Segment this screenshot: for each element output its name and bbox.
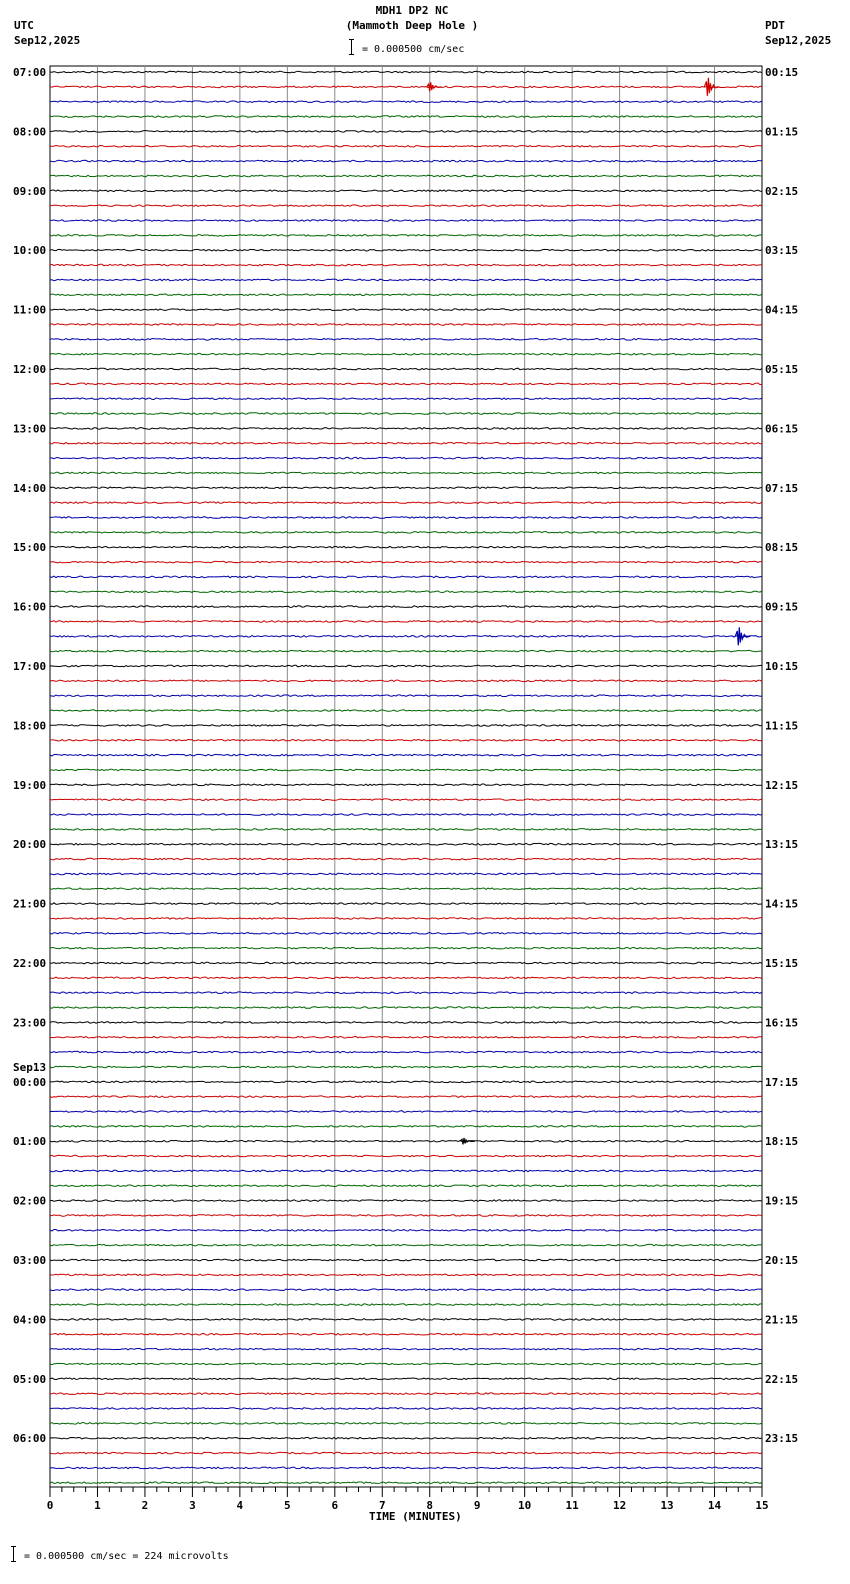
seismic-trace [50, 695, 762, 697]
seismic-trace [50, 1140, 762, 1142]
seismic-trace [50, 621, 762, 623]
right-hour-label: 01:15 [765, 125, 799, 139]
trace-group [50, 71, 762, 1483]
seismic-trace [50, 576, 762, 578]
seismic-trace [50, 665, 762, 667]
seismic-trace [50, 235, 762, 237]
seismic-trace [50, 472, 762, 474]
left-hour-label: 19:00 [13, 778, 47, 792]
seismic-trace [50, 1111, 762, 1113]
seismic-trace [50, 962, 762, 964]
seismic-trace [50, 220, 762, 222]
seismic-trace [50, 160, 762, 162]
seismic-trace [50, 814, 762, 816]
seismic-trace [50, 606, 762, 608]
seismic-trace [50, 264, 762, 266]
seismic-trace [50, 116, 762, 118]
x-tick-label: 5 [284, 1499, 291, 1512]
seismic-trace [50, 1007, 762, 1009]
right-hour-label: 15:15 [765, 957, 799, 970]
x-tick-label: 0 [46, 1499, 54, 1512]
seismic-trace [50, 591, 762, 593]
seismic-trace [50, 1081, 762, 1083]
footer-scale-note: = 0.000500 cm/sec = 224 microvolts [24, 1551, 229, 1562]
station-title: MDH1 DP2 NC [375, 4, 449, 17]
seismic-trace [50, 1319, 762, 1321]
seismic-trace [50, 1037, 762, 1039]
seismic-trace [50, 636, 762, 638]
left-hour-label: 10:00 [13, 244, 47, 258]
left-date-label: Sep13 [13, 1060, 47, 1074]
event-burst [704, 78, 719, 96]
seismic-trace [50, 1482, 762, 1484]
seismic-trace [50, 650, 762, 652]
seismic-trace [50, 1289, 762, 1291]
x-tick-label: 3 [189, 1499, 196, 1512]
x-tick-label: 6 [331, 1499, 339, 1512]
seismic-trace [50, 1363, 762, 1365]
seismic-trace [50, 1437, 762, 1439]
seismic-trace [50, 561, 762, 563]
seismic-trace [50, 413, 762, 415]
left-hour-label: 00:00 [13, 1075, 47, 1089]
left-hour-label: 06:00 [13, 1432, 47, 1446]
left-hour-label: 17:00 [13, 660, 47, 673]
left-hour-label: 11:00 [13, 303, 47, 317]
seismic-trace [50, 1393, 762, 1395]
seismic-trace [50, 1423, 762, 1425]
right-hour-label: 18:15 [765, 1135, 799, 1149]
right-hour-label: 20:15 [765, 1254, 799, 1267]
seismic-trace [50, 888, 762, 890]
seismic-trace [50, 680, 762, 682]
seismic-trace [50, 532, 762, 534]
seismic-trace [50, 947, 762, 949]
seismic-trace [50, 977, 762, 979]
right-hour-label: 12:15 [765, 778, 799, 792]
seismic-trace [50, 309, 762, 311]
seismic-trace [50, 1200, 762, 1202]
seismic-trace [50, 1452, 762, 1454]
seismic-trace [50, 502, 762, 504]
seismic-trace [50, 324, 762, 326]
seismic-trace [50, 1348, 762, 1350]
seismic-trace [50, 1215, 762, 1217]
seismic-trace [50, 1230, 762, 1232]
seismic-trace [50, 1066, 762, 1068]
seismic-trace [50, 1304, 762, 1306]
left-hour-label: 18:00 [13, 719, 47, 733]
right-hour-label: 21:15 [765, 1313, 799, 1327]
seismic-trace [50, 1185, 762, 1187]
left-hour-label: 08:00 [13, 125, 47, 139]
seismic-trace [50, 368, 762, 370]
seismic-trace [50, 843, 762, 845]
x-tick-label: 11 [565, 1499, 579, 1512]
seismic-trace [50, 740, 762, 742]
x-tick-label: 15 [755, 1499, 769, 1512]
seismic-trace [50, 487, 762, 489]
right-hour-label: 22:15 [765, 1372, 799, 1386]
seismic-trace [50, 1022, 762, 1024]
event-burst [735, 627, 750, 645]
right-hour-label: 11:15 [765, 719, 799, 733]
right-hour-label: 07:15 [765, 481, 799, 495]
x-tick-label: 1 [94, 1499, 101, 1512]
left-hour-label: 02:00 [13, 1194, 47, 1208]
seismic-trace [50, 873, 762, 875]
left-hour-label: 23:00 [13, 1016, 47, 1030]
x-tick-label: 12 [612, 1499, 627, 1512]
right-hour-label: 05:15 [765, 363, 799, 376]
left-hour-label: 21:00 [13, 897, 47, 911]
left-date: Sep12,2025 [14, 34, 81, 47]
x-tick-label: 14 [707, 1499, 722, 1512]
x-tick-label: 4 [236, 1499, 244, 1512]
left-hour-label: 09:00 [13, 184, 47, 198]
left-hour-label: 05:00 [13, 1372, 47, 1386]
right-hour-label: 17:15 [765, 1075, 799, 1089]
right-hour-label: 09:15 [765, 600, 799, 614]
right-date: Sep12,2025 [765, 34, 832, 47]
left-hour-label: 03:00 [13, 1254, 47, 1267]
seismic-trace [50, 101, 762, 103]
seismic-trace [50, 86, 762, 88]
left-hour-label: 12:00 [13, 363, 47, 376]
seismic-trace [50, 71, 762, 73]
right-timezone: PDT [765, 19, 785, 32]
left-timezone: UTC [14, 19, 34, 32]
seismic-trace [50, 829, 762, 831]
seismic-trace [50, 725, 762, 727]
seismic-trace [50, 175, 762, 177]
seismic-trace [50, 249, 762, 251]
right-hour-label: 23:15 [765, 1432, 799, 1446]
x-axis-label: TIME (MINUTES) [369, 1510, 462, 1523]
seismic-trace [50, 546, 762, 548]
seismic-trace [50, 1378, 762, 1380]
seismic-trace [50, 799, 762, 801]
seismic-trace [50, 353, 762, 355]
seismic-trace [50, 398, 762, 400]
seismic-trace [50, 146, 762, 148]
seismic-trace [50, 1334, 762, 1336]
seismic-trace [50, 205, 762, 207]
seismic-trace [50, 918, 762, 920]
scale-text: = 0.000500 cm/sec [362, 44, 465, 55]
seismic-trace [50, 1155, 762, 1157]
seismic-trace [50, 1051, 762, 1053]
seismic-trace [50, 1244, 762, 1246]
seismic-trace [50, 190, 762, 192]
seismic-trace [50, 754, 762, 756]
right-hour-label: 00:15 [765, 66, 799, 79]
right-hour-label: 02:15 [765, 184, 799, 198]
right-hour-label: 06:15 [765, 422, 799, 436]
seismic-trace [50, 1408, 762, 1410]
x-tick-label: 9 [473, 1499, 481, 1512]
station-location: (Mammoth Deep Hole ) [345, 19, 479, 32]
footer-scale-icon [11, 1546, 17, 1562]
seismic-trace [50, 858, 762, 860]
left-hour-label: 22:00 [13, 957, 47, 970]
seismic-trace [50, 1467, 762, 1469]
seismic-trace [50, 428, 762, 430]
left-hour-label: 01:00 [13, 1135, 47, 1149]
right-hour-label: 14:15 [765, 897, 799, 911]
seismic-trace [50, 1274, 762, 1276]
seismic-trace [50, 279, 762, 281]
seismic-trace [50, 769, 762, 771]
seismic-trace [50, 1096, 762, 1098]
seismic-trace [50, 457, 762, 459]
seismic-trace [50, 992, 762, 994]
seismic-trace [50, 784, 762, 786]
seismic-trace [50, 903, 762, 905]
left-hour-label: 04:00 [13, 1313, 47, 1327]
x-tick-label: 2 [141, 1499, 149, 1512]
time-axis [47, 1487, 769, 1512]
right-hour-label: 19:15 [765, 1194, 799, 1208]
seismic-trace [50, 383, 762, 385]
right-hour-label: 13:15 [765, 838, 799, 852]
right-hour-label: 16:15 [765, 1016, 799, 1030]
x-tick-label: 8 [426, 1499, 434, 1512]
right-hour-label: 10:15 [765, 660, 799, 673]
left-hour-label: 07:00 [13, 66, 47, 79]
event-burst [427, 82, 442, 91]
right-hour-label: 08:15 [765, 541, 799, 555]
x-tick-label: 10 [518, 1499, 532, 1512]
right-hour-label: 04:15 [765, 303, 799, 317]
right-hour-label: 03:15 [765, 244, 799, 258]
seismic-trace [50, 1259, 762, 1261]
x-tick-label: 7 [378, 1499, 386, 1512]
event-burst [460, 1138, 475, 1144]
seismic-trace [50, 339, 762, 341]
seismic-trace [50, 710, 762, 712]
seismic-trace [50, 131, 762, 133]
seismic-trace [50, 933, 762, 935]
left-hour-label: 13:00 [13, 422, 47, 436]
left-hour-label: 16:00 [13, 600, 47, 614]
seismic-trace [50, 294, 762, 296]
left-hour-label: 20:00 [13, 838, 47, 852]
x-tick-label: 13 [660, 1499, 674, 1512]
seismic-trace [50, 1126, 762, 1128]
seismic-trace [50, 517, 762, 519]
seismic-trace [50, 443, 762, 445]
left-hour-label: 14:00 [13, 481, 47, 495]
left-hour-label: 15:00 [13, 541, 47, 555]
seismic-trace [50, 1170, 762, 1172]
